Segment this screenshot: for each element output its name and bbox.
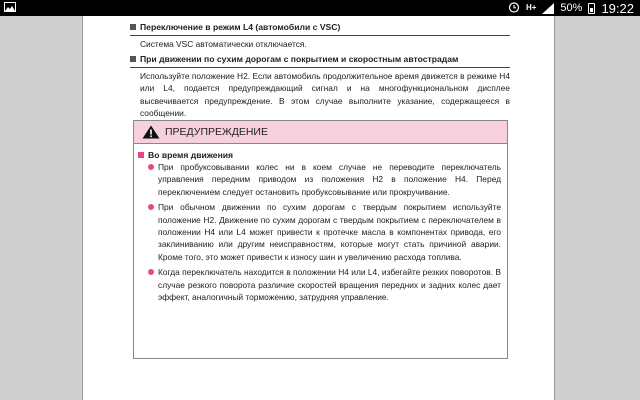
warning-subheading: Во время движения bbox=[138, 150, 501, 160]
battery-percent: 50% bbox=[560, 2, 583, 14]
status-bar bbox=[0, 0, 640, 16]
section-text: Система VSC автоматически отключается. bbox=[140, 39, 307, 49]
divider bbox=[130, 67, 510, 68]
warning-bullet: Когда переключатель находится в положении H4 или L4, избегайте резких поворотов. В случае резкого поворота различие скоростей вращения передних и задних колес дает эффект, аналогичный торможению, затрудняя управление. bbox=[148, 266, 501, 303]
clock: 19:22 bbox=[601, 0, 634, 16]
warning-bullet: При пробуксовывании колес ни в коем случае не переводите переключатель управления передним приводом из положения H2 в положение H4. Перед переключением следует остановить пробуксовывание или прокручивание. bbox=[148, 161, 501, 198]
square-bullet-icon bbox=[130, 56, 136, 62]
warning-title: ПРЕДУПРЕЖДЕНИЕ bbox=[165, 126, 268, 138]
network-type: H+ bbox=[525, 3, 537, 12]
battery-icon bbox=[588, 3, 595, 14]
bullet-dot-icon bbox=[148, 204, 154, 210]
alarm-icon bbox=[508, 1, 520, 16]
warning-header bbox=[134, 121, 507, 144]
section-heading: При движении по сухим дорогам с покрытием и скоростным автострадам bbox=[130, 54, 510, 65]
document-content bbox=[130, 16, 510, 120]
warning-bullet: При обычном движении по сухим дорогам с твердым покрытием используйте положение H2. Движение по сухим дорогам с твердым покрытием с переключателем в положении H4 или L4 может привести к протечке масла в компонентах привода, его заклиниванию или другим неисправностям, которые могут стать причиной аварии. Кроме того, это может привести к износу шин и увеличению расхода топлива. bbox=[148, 201, 501, 263]
bullet-dot-icon bbox=[148, 164, 154, 170]
section-text: Используйте положение H2. Если автомобиль продолжительное время движется в режиме H4 или L4, подается предупреждающий сигнал и на многофункциональном дисплее высвечивается предупреждение. В этом случае выполните указание, содержащееся в сообщении. bbox=[140, 70, 510, 119]
divider bbox=[130, 35, 510, 36]
section-heading: Переключение в режим L4 (автомобили с VSC) bbox=[130, 22, 510, 33]
warning-body bbox=[134, 144, 507, 303]
warning-box bbox=[133, 120, 508, 359]
signal-icon bbox=[542, 3, 554, 14]
warning-triangle-icon bbox=[142, 125, 160, 139]
square-bullet-icon bbox=[130, 24, 136, 30]
pink-square-icon bbox=[138, 152, 144, 158]
image-icon bbox=[4, 2, 16, 15]
document-page bbox=[82, 16, 555, 400]
bullet-dot-icon bbox=[148, 269, 154, 275]
